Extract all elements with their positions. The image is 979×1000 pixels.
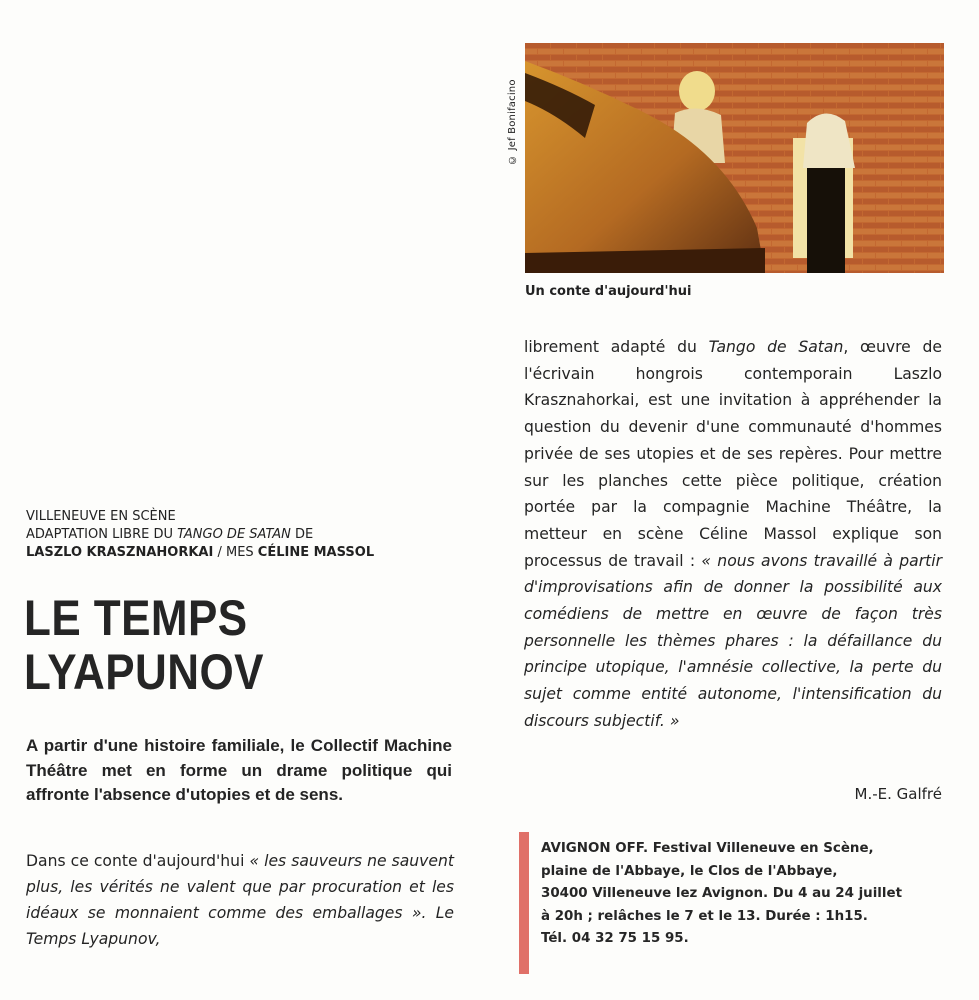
stage-photo-image (525, 43, 944, 273)
info-line: à 20h ; relâches le 7 et le 13. Durée : 1h15. (541, 908, 868, 924)
article-kicker (26, 508, 374, 562)
body-text-right: librement adapté du Tango de Satan, œuvre de l'écrivain hongrois contemporain Laszlo Krasznahorkai, est une invitation à appréhender la question du devenir d'une communauté d'hommes privée de ses utopies et de ses repères. Pour mettre sur les planches cette pièce politique, création portée par la compagnie Machine Théâtre, la metteur en scène Céline Massol explique son processus de travail : « nous avons travaillé à partir d'improvisations afin de donner la possibilité aux comédiens de mettre en œuvre de façon très personnelle les thèmes phares : la défaillance du principe utopique, l'amnésie collective, la perte du sujet comme entité autonome, l'intensification du discours subjectif. » (524, 338, 942, 730)
article-photo (525, 43, 944, 273)
adaptation-line: ADAPTATION LIBRE DU TANGO DE SATAN DE (26, 527, 314, 542)
source-work: TANGO DE SATAN (177, 527, 291, 542)
credits-line: LASZLO KRASZNAHORKAI / MES CÉLINE MASSOL (26, 545, 375, 560)
director-name: CÉLINE MASSOL (257, 545, 375, 560)
info-line: Tél. 04 32 75 15 95. (541, 931, 689, 946)
director-quote: « nous avons travaillé à partir d'improvisations afin de donner la possibilité aux comédiens de mettre en œuvre de façon très personnelle les thèmes phares : la défaillance du principe utopique, l'amnésie collective, la perte du sujet comme entité autonome, l'intensification du discours subjectif. » (524, 551, 942, 730)
info-line: plaine de l'Abbaye, le Clos de l'Abbaye, (541, 863, 838, 879)
author-signature: M.-E. Galfré (854, 785, 942, 803)
event-info-text (541, 838, 941, 951)
section-label: VILLENEUVE EN SCÈNE (26, 509, 176, 524)
info-line: AVIGNON OFF. Festival Villeneuve en Scène, (541, 841, 874, 856)
body-text-left: Dans ce conte d'aujourd'hui « les sauveurs ne sauvent plus, les vérités ne valent que par procuration et les idéaux se monnaient comme des emballages ». Le Temps Lyapunov, (26, 852, 454, 948)
event-info-box (519, 832, 939, 974)
article-lede: A partir d'une histoire familiale, le Collectif Machine Théâtre met en forme un drame politique qui affronte l'absence d'utopies et de sens. (26, 736, 452, 804)
source-work-title: Tango de Satan (708, 338, 844, 356)
quote-left: « les sauveurs ne sauvent plus, les vérités ne valent que par procuration et les idéaux se monnaient comme des emballages ». Le Temps Lyapunov, (26, 852, 454, 948)
photo-caption: Un conte d'aujourd'hui (525, 284, 692, 299)
author-name: LASZLO KRASZNAHORKAI (26, 545, 214, 560)
article-title: LE TEMPS LYAPUNOV (24, 590, 264, 700)
info-accent-bar (519, 832, 529, 974)
photo-credit: © Jef Bonifacino (507, 79, 518, 165)
info-line: 30400 Villeneuve lez Avignon. Du 4 au 24 juillet (541, 886, 902, 901)
